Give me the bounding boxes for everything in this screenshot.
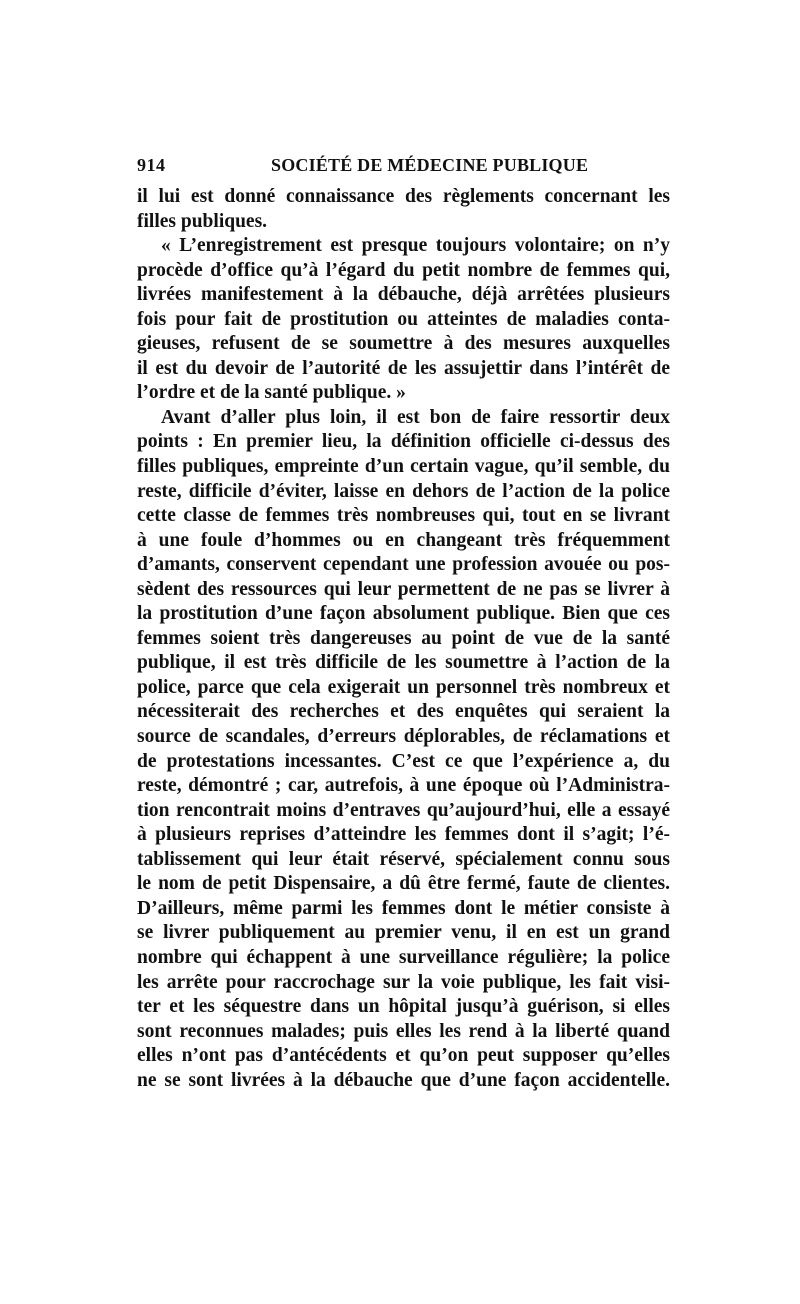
text-line: « L’enregistrement est presque toujours volontaire; on n’y [161, 235, 670, 257]
text-line: sèdent des ressources qui leur permettent de ne pas se livrer à [137, 578, 670, 600]
body-text [137, 185, 670, 1093]
text-line: femmes soient très dangereuses au point de vue de la santé [137, 627, 670, 649]
text-line: cette classe de femmes très nombreuses qui, tout en se livrant [137, 505, 670, 527]
text-line: fois pour fait de prostitution ou atteintes de maladies conta- [137, 308, 670, 330]
text-line: nombre qui échappent à une surveillance régulière; la police [137, 946, 670, 968]
text-line: d’amants, conservent cependant une profession avouée ou pos- [137, 554, 670, 576]
text-line: reste, difficile d’éviter, laisse en dehors de l’action de la police [137, 480, 670, 502]
page-number: 914 [137, 155, 166, 175]
text-line: les arrête pour raccrochage sur la voie publique, les fait visi- [137, 971, 670, 993]
text-line: livrées manifestement à la débauche, déjà arrêtées plusieurs [137, 284, 670, 306]
text-line: la prostitution d’une façon absolument publique. Bien que ces [137, 603, 670, 625]
text-line: se livrer publiquement au premier venu, il en est un grand [137, 922, 670, 944]
text-line: sont reconnues malades; puis elles les rend à la liberté quand [137, 1020, 670, 1042]
text-line: D’ailleurs, même parmi les femmes dont le métier consiste à [137, 897, 670, 919]
text-line: reste, démontré ; car, autrefois, à une époque où l’Administra- [137, 775, 670, 797]
text-line: il est du devoir de l’autorité de les assujettir dans l’intérêt de [137, 357, 670, 379]
text-line: ne se sont livrées à la débauche que d’une façon accidentelle. [137, 1069, 670, 1091]
text-line: Avant d’aller plus loin, il est bon de faire ressortir deux [161, 406, 670, 428]
text-line: source de scandales, d’erreurs déplorables, de réclamations et [137, 726, 670, 748]
text-line: à plusieurs reprises d’atteindre les femmes dont il s’agit; l’é- [137, 824, 670, 846]
text-line: filles publiques, empreinte d’un certain vague, qu’il semble, du [137, 456, 670, 478]
text-line: gieuses, refusent de se soumettre à des mesures auxquelles [137, 333, 670, 355]
text-line: points : En premier lieu, la définition officielle ci-dessus des [137, 431, 670, 453]
text-line: police, parce que cela exigerait un personnel très nombreux et [137, 676, 670, 698]
text-line: procède d’office qu’à l’égard du petit nombre de femmes qui, [137, 259, 670, 281]
running-head [137, 155, 673, 181]
text-line: à une foule d’hommes ou en changeant très fréquemment [137, 529, 670, 551]
text-line: tablissement qui leur était réservé, spécialement connu sous [137, 848, 670, 870]
text-line: de protestations incessantes. C’est ce que l’expérience a, du [137, 750, 670, 772]
text-line: filles publiques. [137, 210, 268, 232]
running-title: SOCIÉTÉ DE MÉDECINE PUBLIQUE [271, 155, 589, 175]
text-line: elles n’ont pas d’antécédents et qu’on peut supposer qu’elles [137, 1045, 670, 1067]
text-line: ter et les séquestre dans un hôpital jusqu’à guérison, si elles [137, 996, 670, 1018]
text-line: nécessiterait des recherches et des enquêtes qui seraient la [137, 701, 670, 723]
text-line: le nom de petit Dispensaire, a dû être fermé, faute de clientes. [137, 873, 670, 895]
text-line: il lui est donné connaissance des règlements concernant les [137, 186, 670, 207]
text-line: publique, il est très difficile de les soumettre à l’action de la [137, 652, 670, 674]
text-line: tion rencontrait moins d’entraves qu’aujourd’hui, elle a essayé [137, 799, 670, 821]
text-line: l’ordre et de la santé publique. » [137, 382, 406, 404]
